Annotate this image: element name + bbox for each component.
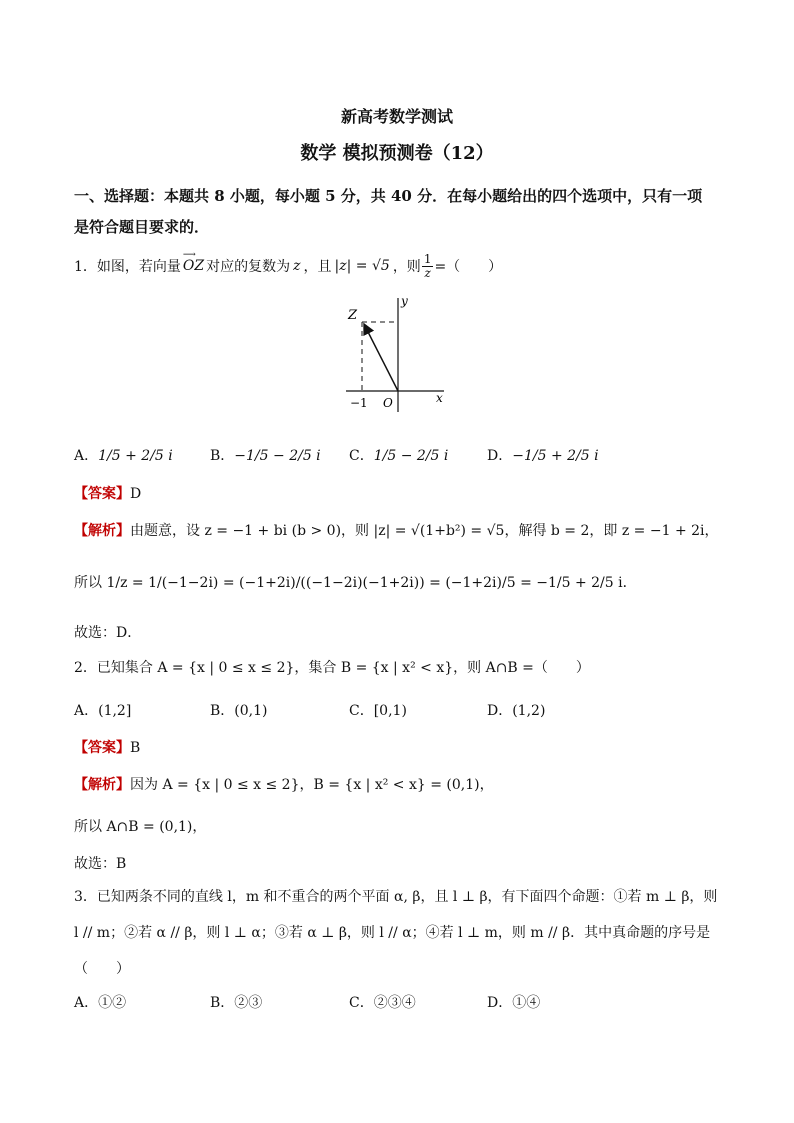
q1-complex-plane-figure bbox=[340, 292, 450, 417]
q1-stem-part-b: 对应的复数为 bbox=[206, 259, 291, 276]
q3-option-c[interactable]: C．②③④ bbox=[349, 995, 416, 1011]
q1-option-d[interactable]: D．−1/5 + 2/5 i bbox=[487, 448, 599, 464]
q2-answer: 【答案】B bbox=[74, 740, 141, 756]
q1-stem bbox=[74, 250, 503, 280]
q1-analysis-line2: 所以 1/z = 1/(−1−2i) = (−1+2i)/((−1−2i)(−1+2i)) = (−1+2i)/5 = −1/5 + 2/5 i． bbox=[74, 575, 637, 591]
q1-analysis-line1: 【解析】由题意，设 z = −1 + bi (b > 0)，则 |z| = √(1+b²) = √5，解得 b = 2，即 z = −1 + 2i， bbox=[74, 523, 719, 539]
q2-stem: 2．已知集合 A = {x | 0 ≤ x ≤ 2}，集合 B = {x | x² < x}，则 A∩B =（ ） bbox=[74, 660, 590, 676]
vector-arrow-icon: ⟶ bbox=[182, 250, 196, 261]
q1-answer: 【答案】D bbox=[74, 486, 142, 502]
q1-option-c[interactable]: C．1/5 − 2/5 i bbox=[349, 448, 449, 464]
label-z: Z bbox=[348, 308, 358, 323]
q3-stem-line1: 3．已知两条不同的直线 l，m 和不重合的两个平面 α, β，且 l ⊥ β，有下面四个命题：①若 m ⊥ β，则 bbox=[74, 889, 718, 905]
q1-option-b[interactable]: B．−1/5 − 2/5 i bbox=[210, 448, 321, 464]
section-heading-line2: 是符合题目要求的． bbox=[74, 218, 210, 236]
label-o: O bbox=[383, 396, 393, 410]
q3-option-b[interactable]: B．②③ bbox=[210, 995, 263, 1011]
q2-option-d[interactable]: D．(1,2) bbox=[487, 703, 546, 719]
q3-stem-line3: （ ） bbox=[74, 961, 130, 977]
q2-analysis-line2: 所以 A∩B = (0,1)， bbox=[74, 819, 207, 835]
q2-option-a[interactable]: A．(1,2] bbox=[74, 703, 132, 719]
q2-option-b[interactable]: B．(0,1) bbox=[210, 703, 268, 719]
page-subtitle: 数学 模拟预测卷（12） bbox=[300, 143, 494, 164]
q1-abs-expr: |z| = √5 bbox=[334, 258, 390, 275]
q2-analysis-line1: 【解析】因为 A = {x | 0 ≤ x ≤ 2}，B = {x | x² < x} = (0,1)， bbox=[74, 777, 494, 793]
q3-option-d[interactable]: D．①④ bbox=[487, 995, 541, 1011]
label-neg1: −1 bbox=[350, 396, 368, 410]
q1-fraction: $\frac{1}{z}$ bbox=[423, 252, 432, 280]
q1-stem-part-c: ，且 bbox=[303, 259, 332, 276]
q1-var-z: z bbox=[293, 258, 301, 275]
q3-option-a[interactable]: A．①② bbox=[74, 995, 127, 1011]
q2-conclusion: 故选：B bbox=[74, 856, 127, 872]
q2-option-c[interactable]: C．[0,1) bbox=[349, 703, 407, 719]
q1-vector-oz: ⟶ OZ bbox=[182, 250, 205, 275]
q3-stem-line2: l // m；②若 α // β，则 l ⊥ α；③若 α ⊥ β，则 l // α；④若 l ⊥ m，则 m // β．其中真命题的序号是 bbox=[74, 925, 711, 941]
page-title: 新高考数学测试 bbox=[340, 107, 453, 126]
q1-stem-part-a: 1．如图，若向量 bbox=[74, 259, 181, 276]
q1-stem-part-e: =（ ） bbox=[434, 259, 503, 276]
label-x: x bbox=[436, 391, 443, 405]
q1-conclusion: 故选：D． bbox=[74, 625, 142, 641]
label-y: y bbox=[401, 294, 408, 308]
vector-oz-arrow bbox=[364, 324, 398, 391]
q1-option-a[interactable]: A．1/5 + 2/5 i bbox=[74, 448, 173, 464]
q1-stem-part-d: ，则 bbox=[392, 259, 421, 276]
section-heading-line1: 一、选择题：本题共 8 小题，每小题 5 分，共 40 分．在每小题给出的四个选项中，只有一项 bbox=[74, 187, 703, 205]
